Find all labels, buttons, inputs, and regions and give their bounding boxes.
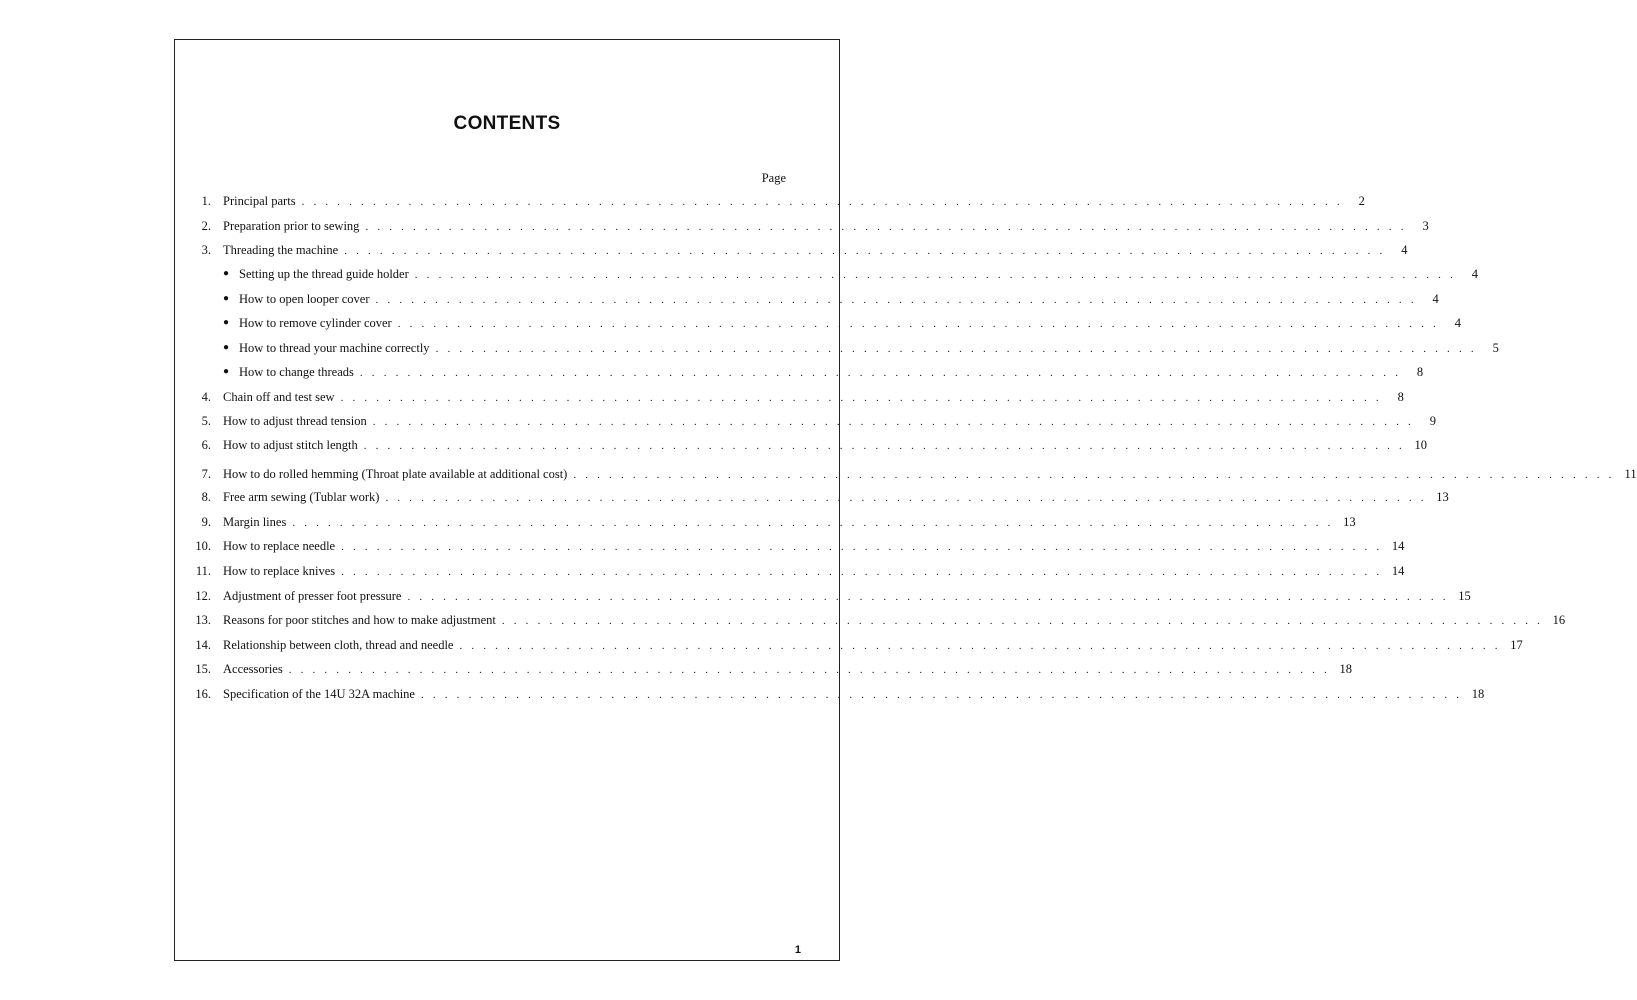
- toc-number: 7.: [201, 467, 211, 481]
- toc-entry: [223, 562, 1405, 581]
- toc-number: 11.: [195, 564, 211, 578]
- toc-entry-title: How to do rolled hemming (Throat plate available at additional cost): [223, 467, 568, 481]
- toc-number: 10.: [195, 539, 211, 553]
- toc-entry: [239, 265, 1479, 284]
- toc-number: 3.: [201, 243, 211, 257]
- toc-entry-title: How to change threads: [239, 365, 354, 379]
- toc-entry: [239, 339, 1499, 358]
- toc-page-number: 18: [1471, 687, 1485, 701]
- toc-page-number: 13: [1436, 490, 1449, 504]
- bullet-icon: ●: [223, 366, 230, 377]
- dot-leader: . . . . . . . . . . . . . . . . . . . . . . . . . . . . . . . . . . . . . . . . . . . . . . . . . . . . . . . . . . . . . . . . . . . . . . . . . . . . . . . . . . . . . . . .: [288, 664, 1330, 676]
- footer-page-number: 1: [794, 944, 801, 956]
- toc-entry: [223, 412, 1436, 431]
- dot-leader: . . . . . . . . . . . . . . . . . . . . . . . . . . . . . . . . . . . . . . . . . . . . . . . . . . . . . . . . . . . . . . . . . . . . . . . . . . . . . . . . . . . . . . . .: [359, 367, 1402, 379]
- dot-leader: . . . . . . . . . . . . . . . . . . . . . . . . . . . . . . . . . . . . . . . . . . . . . . . . . . . . . . . . . . . . . . . . . . . . . . . . . . . . . . . . . . . . . . . .: [407, 591, 1449, 603]
- bullet-icon: ●: [223, 342, 230, 353]
- toc-row: [175, 388, 1404, 406]
- dot-leader: . . . . . . . . . . . . . . . . . . . . . . . . . . . . . . . . . . . . . . . . . . . . . . . . . . . . . . . . . . . . . . . . . . . . . . . . . . . . . . . . . . . . . . . .: [414, 269, 1457, 281]
- toc-entry-title: Adjustment of presser foot pressure: [223, 589, 402, 603]
- toc-entry-title: Relationship between cloth, thread and needle: [223, 638, 454, 652]
- toc-entry: [223, 685, 1485, 704]
- toc-page-number: 5: [1492, 341, 1499, 355]
- toc-page-number: 3: [1422, 219, 1429, 233]
- toc-page-number: 8: [1416, 365, 1424, 379]
- toc-page-number: 9: [1429, 414, 1436, 428]
- toc-entry-title: Specification of the 14U 32A machine: [223, 687, 415, 701]
- toc-row: [175, 290, 1439, 308]
- dot-leader: . . . . . . . . . . . . . . . . . . . . . . . . . . . . . . . . . . . . . . . . . . . . . . . . . . . . . . . . . . . . . . . . . . . . . . . . . . . . . . . . . . . . . . . .: [363, 440, 1405, 452]
- dot-leader: . . . . . . . . . . . . . . . . . . . . . . . . . . . . . . . . . . . . . . . . . . . . . . . . . . . . . . . . . . . . . . . . . . . . . . . . . . . . . . . . . . . . . . . .: [385, 492, 1427, 504]
- toc-row: [175, 265, 1479, 283]
- toc-entry-title: How to adjust stitch length: [223, 438, 358, 452]
- dot-leader: . . . . . . . . . . . . . . . . . . . . . . . . . . . . . . . . . . . . . . . . . . . . . . . . . . . . . . . . . . . . . . . . . . . . . . . . . . . . . . . . . . . . . . . .: [372, 416, 1414, 428]
- toc-row: [175, 685, 1485, 703]
- toc-number: 15.: [195, 662, 211, 676]
- toc-row: [175, 611, 1566, 629]
- toc-number: 16.: [195, 687, 211, 701]
- toc-entry: [223, 636, 1523, 655]
- toc-number: 9.: [201, 515, 211, 529]
- dot-leader: . . . . . . . . . . . . . . . . . . . . . . . . . . . . . . . . . . . . . . . . . . . . . . . . . . . . . . . . . . . . . . . . . . . . . . . . . . . . . . . . . . . . . . . .: [341, 566, 1383, 578]
- toc-number: 8.: [201, 490, 211, 504]
- page-title: CONTENTS: [453, 113, 561, 134]
- toc-number: 12.: [195, 589, 211, 603]
- toc-row: [175, 412, 1436, 430]
- toc-entry: [223, 587, 1471, 606]
- toc-entry: [223, 192, 1365, 211]
- toc-row: [175, 636, 1523, 654]
- toc-row: [175, 488, 1449, 506]
- toc-row: [175, 192, 1365, 210]
- toc-entry: [239, 314, 1461, 333]
- toc-entry: [223, 488, 1449, 507]
- toc-row: [175, 217, 1429, 235]
- dot-leader: . . . . . . . . . . . . . . . . . . . . . . . . . . . . . . . . . . . . . . . . . . . . . . . . . . . . . . . . . . . . . . . . . . . . . . . . . . . . . . . . . . . . . . . .: [501, 615, 1544, 627]
- toc-entry: [223, 660, 1352, 679]
- toc-row: [175, 562, 1405, 580]
- toc-entry-title: Reasons for poor stitches and how to make adjustment: [223, 613, 496, 627]
- toc-page-number: 4: [1471, 267, 1479, 281]
- toc-entry: [223, 537, 1405, 556]
- toc-number: 1.: [201, 194, 211, 208]
- toc-row: [175, 660, 1352, 678]
- toc-page-number: 15: [1458, 589, 1471, 603]
- toc-row: [175, 436, 1427, 454]
- toc-number: 13.: [195, 613, 211, 627]
- dot-leader: . . . . . . . . . . . . . . . . . . . . . . . . . . . . . . . . . . . . . . . . . . . . . . . . . . . . . . . . . . . . . . . . . . . . . . . . . . . . . . . . . . . . . . . .: [292, 517, 1334, 529]
- toc-entry-title: How to replace needle: [223, 539, 336, 553]
- toc-number: 2.: [201, 219, 211, 233]
- document-page: [174, 39, 1637, 961]
- toc-number: 5.: [201, 414, 211, 428]
- toc-entry-title: How to open looper cover: [239, 292, 370, 306]
- toc-row: [175, 339, 1499, 357]
- toc-number: 14.: [195, 638, 211, 652]
- toc-row: [175, 465, 1637, 483]
- toc-entry-title: Chain off and test sew: [223, 390, 335, 404]
- toc-row: [175, 587, 1471, 605]
- toc-entry-title: Threading the machine: [223, 243, 339, 257]
- bullet-icon: ●: [223, 317, 230, 328]
- toc-entry: [239, 363, 1424, 382]
- toc-entry-title: Free arm sewing (Tublar work): [223, 490, 380, 504]
- toc-number: 4.: [201, 390, 211, 404]
- toc-row: [175, 314, 1461, 332]
- dot-leader: . . . . . . . . . . . . . . . . . . . . . . . . . . . . . . . . . . . . . . . . . . . . . . . . . . . . . . . . . . . . . . . . . . . . . . . . . . . . . . . . . . . . . . . .: [420, 689, 1463, 701]
- toc-page-number: 13: [1343, 515, 1356, 529]
- toc-row: [175, 513, 1356, 531]
- toc-page-number: 8: [1397, 390, 1404, 404]
- toc-page-number: 11: [1624, 467, 1637, 481]
- dot-leader: . . . . . . . . . . . . . . . . . . . . . . . . . . . . . . . . . . . . . . . . . . . . . . . . . . . . . . . . . . . . . . . . . . . . . . . . . . . . . . . . . . . . . . . .: [344, 245, 1386, 257]
- dot-leader: . . . . . . . . . . . . . . . . . . . . . . . . . . . . . . . . . . . . . . . . . . . . . . . . . . . . . . . . . . . . . . . . . . . . . . . . . . . . . . . . . . . . . . . .: [301, 196, 1343, 208]
- toc-page-number: 2: [1358, 194, 1365, 208]
- toc-entry-title: Setting up the thread guide holder: [239, 267, 409, 281]
- toc-entry-title: Accessories: [223, 662, 283, 676]
- toc-number: 6.: [201, 438, 211, 452]
- toc-entry: [223, 217, 1429, 236]
- bullet-icon: ●: [223, 293, 230, 304]
- table-of-contents: [175, 40, 1637, 960]
- toc-entry: [223, 388, 1404, 407]
- toc-entry-title: How to adjust thread tension: [223, 414, 367, 428]
- toc-page-number: 16: [1552, 613, 1566, 627]
- toc-entry-title: Preparation prior to sewing: [223, 219, 360, 233]
- toc-row: [175, 363, 1424, 381]
- toc-entry-title: How to remove cylinder cover: [239, 316, 392, 330]
- toc-page-number: 10: [1414, 438, 1427, 452]
- toc-entry: [223, 611, 1566, 630]
- toc-row: [175, 241, 1408, 259]
- toc-page-number: 14: [1391, 564, 1405, 578]
- toc-entry: [223, 436, 1427, 455]
- bullet-icon: ●: [223, 268, 230, 279]
- toc-entry: [223, 465, 1637, 484]
- dot-leader: . . . . . . . . . . . . . . . . . . . . . . . . . . . . . . . . . . . . . . . . . . . . . . . . . . . . . . . . . . . . . . . . . . . . . . . . . . . . . . . . . . . . . . . .: [341, 541, 1383, 553]
- dot-leader: . . . . . . . . . . . . . . . . . . . . . . . . . . . . . . . . . . . . . . . . . . . . . . . . . . . . . . . . . . . . . . . . . . . . . . . . . . . . . . . . . . . . . . . .: [459, 640, 1501, 652]
- dot-leader: . . . . . . . . . . . . . . . . . . . . . . . . . . . . . . . . . . . . . . . . . . . . . . . . . . . . . . . . . . . . . . . . . . . . . . . . . . . . . . . . . . . . . . . .: [573, 469, 1615, 481]
- dot-leader: . . . . . . . . . . . . . . . . . . . . . . . . . . . . . . . . . . . . . . . . . . . . . . . . . . . . . . . . . . . . . . . . . . . . . . . . . . . . . . . . . . . . . . . .: [365, 221, 1407, 233]
- dot-leader: . . . . . . . . . . . . . . . . . . . . . . . . . . . . . . . . . . . . . . . . . . . . . . . . . . . . . . . . . . . . . . . . . . . . . . . . . . . . . . . . . . . . . . . .: [435, 343, 1477, 355]
- toc-entry: [239, 290, 1439, 309]
- toc-row: [175, 537, 1405, 555]
- dot-leader: . . . . . . . . . . . . . . . . . . . . . . . . . . . . . . . . . . . . . . . . . . . . . . . . . . . . . . . . . . . . . . . . . . . . . . . . . . . . . . . . . . . . . . . .: [340, 392, 1382, 404]
- toc-entry-title: Margin lines: [223, 515, 287, 529]
- dot-leader: . . . . . . . . . . . . . . . . . . . . . . . . . . . . . . . . . . . . . . . . . . . . . . . . . . . . . . . . . . . . . . . . . . . . . . . . . . . . . . . . . . . . . . . .: [397, 318, 1439, 330]
- toc-entry: [223, 241, 1408, 260]
- toc-page-number: 17: [1510, 638, 1523, 652]
- toc-entry-title: Principal parts: [223, 194, 296, 208]
- toc-page-number: 4: [1454, 316, 1461, 330]
- toc-page-number: 14: [1391, 539, 1405, 553]
- toc-entry: [223, 513, 1356, 532]
- toc-entry-title: How to thread your machine correctly: [239, 341, 430, 355]
- dot-leader: . . . . . . . . . . . . . . . . . . . . . . . . . . . . . . . . . . . . . . . . . . . . . . . . . . . . . . . . . . . . . . . . . . . . . . . . . . . . . . . . . . . . . . . .: [375, 294, 1417, 306]
- page-column-label: Page: [761, 171, 786, 185]
- toc-page-number: 4: [1401, 243, 1408, 257]
- toc-entry-title: How to replace knives: [223, 564, 336, 578]
- toc-page-number: 4: [1432, 292, 1439, 306]
- toc-page-number: 18: [1339, 662, 1352, 676]
